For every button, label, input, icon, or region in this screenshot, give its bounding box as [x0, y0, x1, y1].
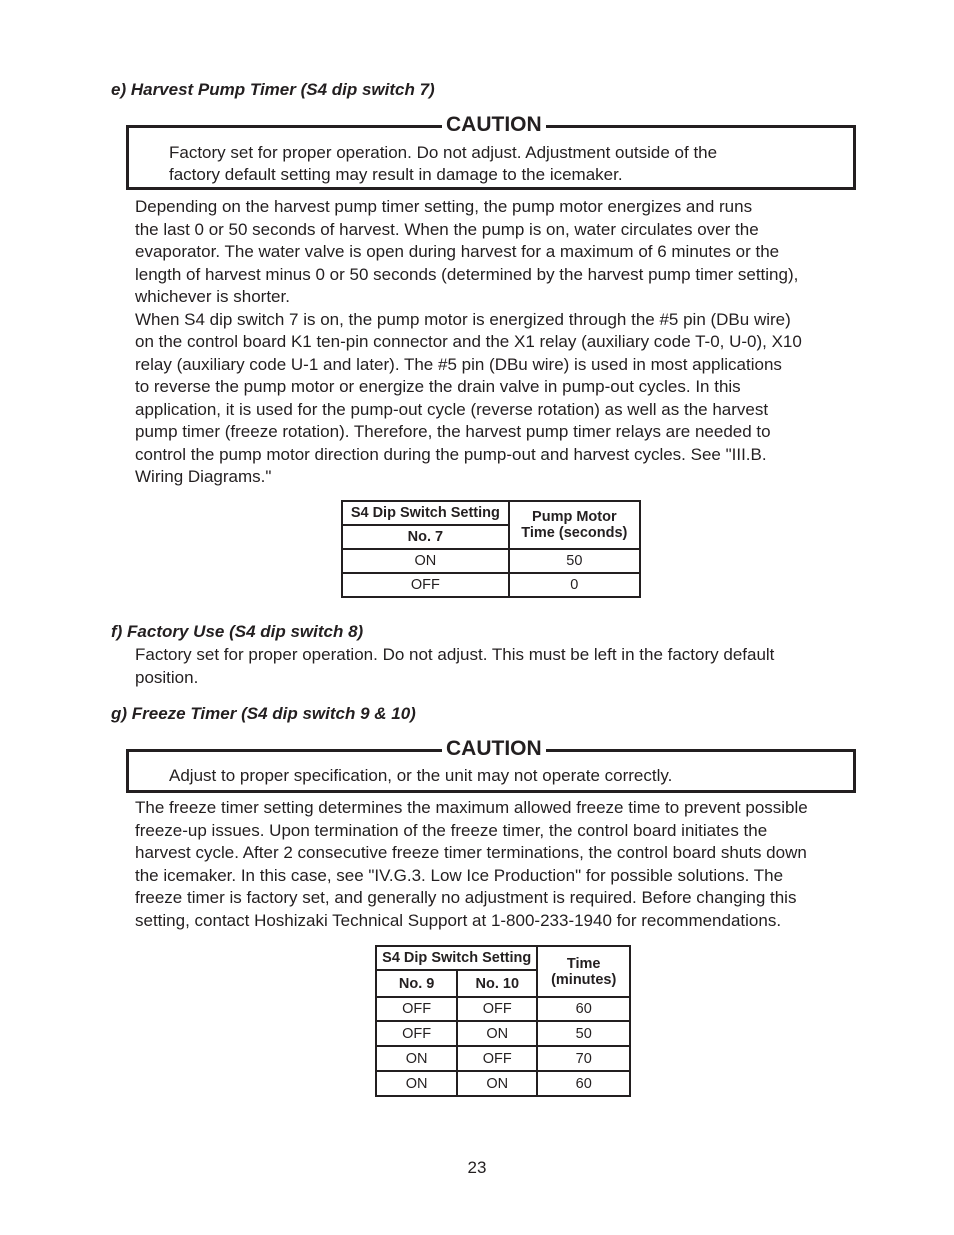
caution-box-g — [126, 737, 856, 793]
table-header-time — [509, 501, 640, 549]
caution-text-e-line-1: Factory set for proper operation. Do not adjust. Adjustment outside of the — [169, 143, 718, 162]
body-line: relay (auxiliary code U-1 and later). The #5 pin (DBu wire) is used in most applications — [135, 354, 782, 374]
table-cell: ON — [457, 1021, 537, 1046]
table-cell: OFF — [376, 997, 457, 1021]
table-header-no9: No. 9 — [376, 970, 457, 997]
page-number: 23 — [467, 1158, 487, 1177]
table-header-setting: S4 Dip Switch Setting — [342, 501, 509, 525]
body-line: the last 0 or 50 seconds of harvest. When the pump is on, water circulates over the — [135, 219, 759, 239]
table-cell: 70 — [537, 1046, 630, 1071]
table-cell: ON — [457, 1071, 537, 1096]
body-line: position. — [135, 667, 199, 687]
body-line: application, it is used for the pump-out cycle (reverse rotation) as well as the harvest — [135, 399, 769, 419]
table-header-time-line-1: Time — [566, 955, 601, 972]
table-cell: ON — [342, 549, 509, 573]
table-cell: OFF — [376, 1021, 457, 1046]
table-row — [376, 1071, 630, 1096]
table-row — [376, 1046, 630, 1071]
body-line: the icemaker. In this case, see "IV.G.3. Low Ice Production" for possible solutions. The — [135, 865, 784, 885]
table-header-no10: No. 10 — [457, 970, 537, 997]
table-row — [342, 549, 640, 573]
body-line: When S4 dip switch 7 is on, the pump motor is energized through the #5 pin (DBu wire) — [135, 309, 791, 329]
body-line: on the control board K1 ten-pin connector and the X1 relay (auxiliary code T-0, U-0), X10 — [135, 332, 802, 351]
body-line: control the pump motor direction during the pump-out and harvest cycles. See "III.B. — [135, 444, 767, 464]
section-g-heading: g) Freeze Timer (S4 dip switch 9 & 10) — [111, 704, 416, 723]
body-line: to reverse the pump motor or energize the drain valve in pump-out cycles. In this — [135, 377, 741, 396]
table-cell: 60 — [537, 997, 630, 1021]
table-cell: OFF — [342, 573, 509, 597]
table-header-time — [537, 946, 630, 997]
table-row — [376, 1021, 630, 1046]
body-line: Depending on the harvest pump timer setting, the pump motor energizes and runs — [135, 197, 753, 216]
table-cell: 50 — [509, 549, 640, 573]
body-line: length of harvest minus 0 or 50 seconds (determined by the harvest pump timer setting), — [135, 264, 799, 284]
caution-text-g-line-1: Adjust to proper specification, or the unit may not operate correctly. — [169, 766, 673, 785]
body-line: pump timer (freeze rotation). Therefore, the harvest pump timer relays are needed to — [135, 422, 771, 441]
section-e-heading: e) Harvest Pump Timer (S4 dip switch 7) — [111, 80, 435, 99]
body-line: The freeze timer setting determines the maximum allowed freeze time to prevent possible — [135, 798, 808, 817]
table-header-no7: No. 7 — [342, 525, 509, 549]
body-line: evaporator. The water valve is open during harvest for a maximum of 6 minutes or the — [135, 242, 780, 261]
freeze-timer-table — [375, 945, 631, 1097]
body-line: Factory set for proper operation. Do not adjust. This must be left in the factory default — [135, 645, 775, 664]
table-cell: 0 — [509, 573, 640, 597]
table-header-time-line-2: (minutes) — [551, 971, 617, 988]
caution-label-e: CAUTION — [442, 113, 546, 137]
table-cell: OFF — [457, 997, 537, 1021]
body-line: setting, contact Hoshizaki Technical Support at 1-800-233-1940 for recommendations. — [135, 910, 782, 930]
table-cell: 60 — [537, 1071, 630, 1096]
section-g-body — [135, 797, 808, 932]
caution-label-g: CAUTION — [442, 737, 546, 761]
section-f-heading: f) Factory Use (S4 dip switch 8) — [111, 622, 364, 641]
caution-box-e — [126, 113, 856, 190]
caution-text-e-line-2: factory default setting may result in damage to the icemaker. — [169, 165, 623, 184]
body-line: Wiring Diagrams." — [135, 467, 272, 486]
table-cell: ON — [376, 1071, 457, 1096]
section-f-body — [135, 644, 774, 689]
table-cell: ON — [376, 1046, 457, 1071]
body-line: whichever is shorter. — [135, 287, 290, 306]
body-line: harvest cycle. After 2 consecutive freeze timer terminations, the control board shuts down — [135, 843, 807, 862]
table-header-time-line-2: Time (seconds) — [521, 525, 628, 541]
body-line: freeze-up issues. Upon termination of the freeze timer, the control board initiates the — [135, 820, 768, 840]
table-header-setting: S4 Dip Switch Setting — [376, 946, 537, 970]
table-cell: OFF — [457, 1046, 537, 1071]
table-cell: 50 — [537, 1021, 630, 1046]
harvest-pump-timer-table — [341, 500, 641, 598]
table-row — [376, 997, 630, 1021]
table-header-time-line-1: Pump Motor — [532, 509, 617, 525]
section-e-body — [135, 196, 802, 489]
table-row — [342, 573, 640, 597]
body-line: freeze timer is factory set, and generally no adjustment is required. Before changing this — [135, 888, 797, 907]
